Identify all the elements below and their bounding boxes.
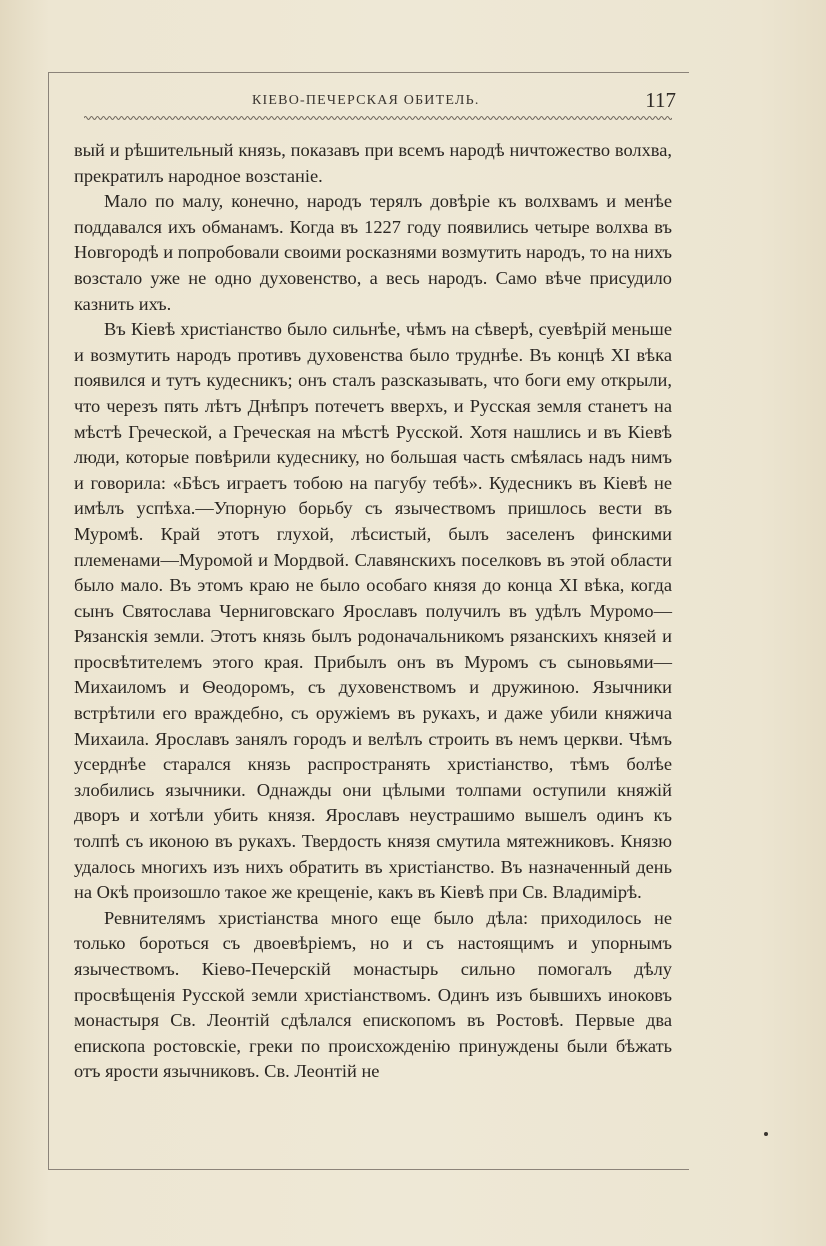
paragraph: вый и рѣшительный князь, показавъ при всемъ народѣ ничтожество волхва, прекратилъ народное возстаніе. xyxy=(74,140,672,186)
margin-speck xyxy=(764,1132,768,1136)
running-head: КІЕВО-ПЕЧЕРСКАЯ ОБИТЕЛЬ. xyxy=(252,93,480,108)
wavy-rule-divider xyxy=(84,114,672,122)
page-header xyxy=(72,88,680,114)
page-number: 117 xyxy=(645,88,676,112)
paragraph: Въ Кіевѣ христіанство было сильнѣе, чѣмъ на сѣверѣ, суевѣрій меньше и возмутить народъ противъ духовенства было труднѣе. Въ концѣ XI вѣка появился и тутъ кудесникъ; онъ сталъ разсказывать, что боги ему открыли, что черезъ пять лѣтъ Днѣпръ потечетъ вверхъ, и Русская земля станетъ на мѣстѣ Греческой, а Греческая на мѣстѣ Русской. Хотя нашлись и въ Кіевѣ люди, которые повѣрили кудеснику, но большая часть смѣялась надъ нимъ и говорила: «Бѣсъ играетъ тобою на пагубу тебѣ». Кудесникъ въ Кіевѣ не имѣлъ успѣха.—Упорную борьбу съ язычествомъ пришлось вести въ Муромѣ. Край этотъ глухой, лѣсистый, былъ заселенъ финскими племенами—Муромой и Мордвой. Славянскихъ поселковъ въ этой области было мало. Въ этомъ краю не было особаго князя до конца XI вѣка, когда сынъ Святослава Черниговскаго Ярославъ получилъ въ удѣлъ Муромо—Рязанскія земли. Этотъ князь былъ родоначальникомъ рязанскихъ князей и просвѣтителемъ этого края. Прибылъ онъ въ Муромъ съ сыновьями—Михаиломъ и Ѳеодоромъ, съ духовенствомъ и дружиною. Язычники встрѣтили его враждебно, съ оружіемъ въ рукахъ, и даже убили княжича Михаила. Ярославъ занялъ городъ и велѣлъ строить въ немъ церкви. Чѣмъ усерднѣе старался князь распространять христіанство, тѣмъ болѣе злобились язычники. Однажды они цѣлыми толпами оступили княжій дворъ и хотѣли убить князя. Ярославъ неустрашимо вышелъ одинъ къ толпѣ съ иконою въ рукахъ. Твердость князя смутила мятежниковъ. Князю удалось многихъ изъ нихъ обратить въ христіанство. Въ назначенный день на Окѣ произошло такое же крещеніе, какъ въ Кіевѣ при Св. Владимірѣ. xyxy=(74,319,672,903)
body-text xyxy=(74,138,672,1085)
paragraph: Ревнителямъ христіанства много еще было дѣла: приходилось не только бороться съ двоевѣріемъ, но и съ настоящимъ и упорнымъ язычествомъ. Кіево-Печерскій монастырь сильно помогалъ дѣлу просвѣщенія Русской земли христіанствомъ. Одинъ изъ бывшихъ иноковъ монастыря Св. Леонтій сдѣлался епископомъ въ Ростовѣ. Первые два епископа ростовскіе, греки по происхожденію принуждены были бѣжать отъ ярости язычниковъ. Св. Леонтій не xyxy=(74,907,672,1082)
paragraph: Мало по малу, конечно, народъ терялъ довѣріе къ волхвамъ и менѣе поддавался ихъ обманамъ. Когда въ 1227 году появились четыре волхва въ Новгородѣ и попробовали своими росказнями возмутить народъ, то на нихъ возстало уже не одно духовенство, а весь народъ. Само вѣче присудило казнить ихъ. xyxy=(74,191,672,314)
